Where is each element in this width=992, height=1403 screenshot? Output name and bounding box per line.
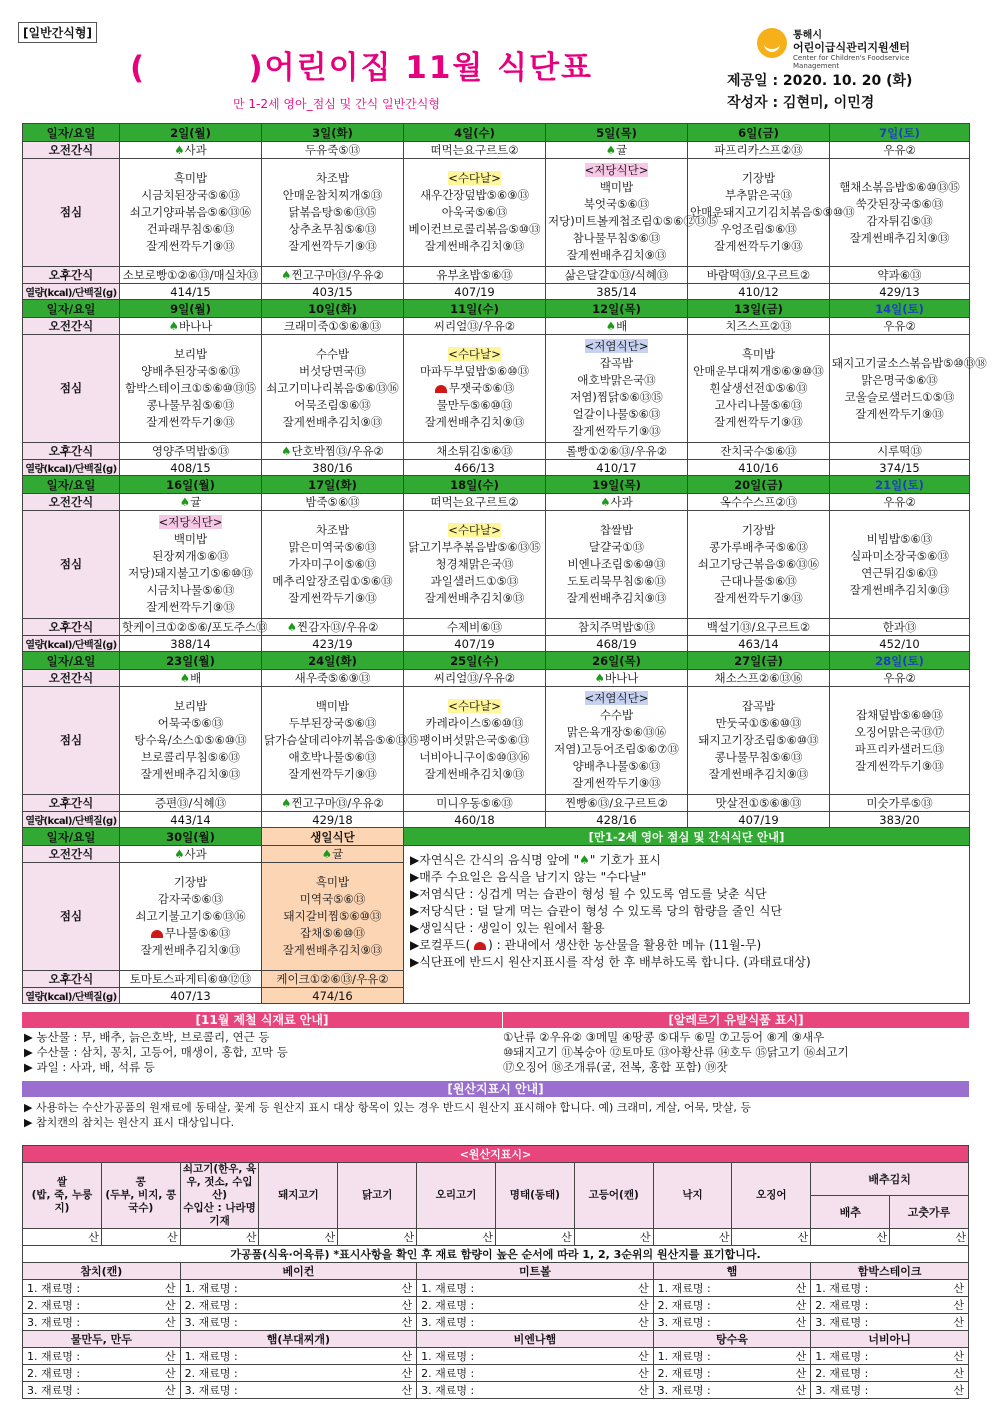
kcal-protein: 460/18 — [404, 812, 546, 828]
lunch-menu: 기장밥 콩가루배추국⑤⑥⑬ 쇠고기당근볶음⑤⑥⑬⑯ 근대나물⑤⑥⑬ 잘게썬깍두기⑨⑬ — [688, 511, 830, 619]
pm-snack: 맛살전①⑤⑥⑧⑬ — [688, 795, 830, 812]
kcal-protein: 388/14 — [120, 636, 262, 652]
kcal-protein: 403/15 — [262, 284, 404, 300]
menu-type-tag: [일반간식형] — [18, 22, 97, 43]
am-snack: 우유② — [830, 670, 970, 687]
kcal-protein: 423/19 — [262, 636, 404, 652]
pm-snack: ♠찐감자⑬/우유② — [262, 619, 404, 636]
lunch-menu: 차조밥 맑은미역국⑤⑥⑬ 가자미구이⑤⑥⑬ 메추리알장조림①⑤⑥⑬ 잘게썬깍두기⑨⑬ — [262, 511, 404, 619]
clover-icon: ♠ — [600, 495, 611, 509]
clover-icon: ♠ — [594, 671, 605, 685]
allergy-title: [알레르기 유발식품 표시] — [503, 1012, 969, 1028]
am-snack: ♠바나나 — [120, 318, 262, 335]
am-snack: 두유죽⑤⑬ — [262, 142, 404, 159]
day-header: 20일(금) — [688, 476, 830, 494]
notice-title: [만1-2세 영아 점심 및 간식식단 안내] — [404, 828, 970, 846]
clover-icon: ♠ — [281, 796, 292, 810]
lunch-menu: 기장밥 감자국⑤⑥⑬ 쇠고기불고기⑤⑥⑬⑯ 무나물⑤⑥⑬ 잘게썬배추김치⑨⑬ — [120, 863, 262, 971]
day-header: 12일(목) — [546, 300, 688, 318]
am-snack: ♠배 — [120, 670, 262, 687]
am-snack: 우유② — [830, 318, 970, 335]
am-snack: 씨리얼⑬/우유② — [404, 670, 546, 687]
am-snack: 우유② — [830, 142, 970, 159]
am-snack: 밤죽⑤⑥⑬ — [262, 494, 404, 511]
lunch-menu: <저당식단> 백미밥 북엇국⑤⑥⑬ 저당)미트볼케첩조림①⑤⑥⑫⑬⑮ 참나물무침⑤⑥⑬ 잘게썬배추김치⑨⑬ — [546, 159, 688, 267]
pm-snack: 삶은달걀①⑬/식혜⑬ — [546, 267, 688, 284]
pm-snack: 찐빵⑥⑬/요구르트② — [546, 795, 688, 812]
am-snack: 채소스프②⑥⑬⑯ — [688, 670, 830, 687]
day-header: 23일(월) — [120, 652, 262, 670]
processed-note: 가공품(식육·어육류) *표시사항을 확인 후 재료 함량이 높은 순서에 따라 1, 2, 3순위의 원산지를 표기합니다. — [23, 1246, 969, 1263]
day-header: 21일(토) — [830, 476, 970, 494]
day-header: 18일(수) — [404, 476, 546, 494]
pm-snack: 바람떡⑬/요구르트② — [688, 267, 830, 284]
am-snack: 파프리카스프②⑬ — [688, 142, 830, 159]
kcal-protein: 463/14 — [688, 636, 830, 652]
am-snack: 크래미죽①⑤⑥⑧⑬ — [262, 318, 404, 335]
date-label: 일자/요일 — [23, 124, 120, 142]
origin-notice-title: [원산지표시 안내] — [22, 1081, 969, 1097]
page-title: ( )어린이집 11월 식단표 — [130, 50, 593, 86]
pm-snack: 유부초밥⑤⑥⑬ — [404, 267, 546, 284]
am-snack: ♠사과 — [546, 494, 688, 511]
kcal-protein: 429/18 — [262, 812, 404, 828]
kcal-protein: 374/15 — [830, 460, 970, 476]
lunch-menu: 보리밥 어묵국⑤⑥⑬ 탕수육/소스①⑤⑥⑩⑬ 브로콜리무침⑤⑥⑬ 잘게썬배추김치⑨⑬ — [120, 687, 262, 795]
seasonal-title: [11월 제철 식재료 안내] — [22, 1012, 502, 1028]
day-header: 24일(화) — [262, 652, 404, 670]
kcal-protein: 414/15 — [120, 284, 262, 300]
am-snack: 치즈스프②⑬ — [688, 318, 830, 335]
lunch-menu: 찹쌀밥 달걀국①⑬ 비엔나조림⑤⑥⑩⑬ 도토리묵무침⑤⑥⑬ 잘게썬배추김치⑨⑬ — [546, 511, 688, 619]
local-food-icon — [435, 385, 447, 393]
am-snack: ♠사과 — [120, 142, 262, 159]
pm-snack: 미숫가루⑤⑬ — [830, 795, 970, 812]
kcal-protein: 429/13 — [830, 284, 970, 300]
day-header: 7일(토) — [830, 124, 970, 142]
clover-icon: ♠ — [605, 319, 617, 333]
day-header: 3일(화) — [262, 124, 404, 142]
lunch-menu: 보리밥 양배추된장국⑤⑥⑬ 함박스테이크①⑤⑥⑩⑬⑮ 콩나물무침⑤⑥⑬ 잘게썬깍두기⑨⑬ — [120, 335, 262, 443]
clover-icon: ♠ — [286, 620, 298, 634]
logo-name: 어린이급식관리지원센터 — [793, 41, 910, 54]
kcal-protein: 383/20 — [830, 812, 970, 828]
lunch-menu: <저염식단> 잡곡밥 애호박맑은국⑬ 저염)찜닭⑤⑥⑬⑮ 얼갈이나물⑤⑥⑬ 잘게썬깍두기⑨⑬ — [546, 335, 688, 443]
day-header: 17일(화) — [262, 476, 404, 494]
lunch-menu: <수다날> 새우간장덮밥⑤⑥⑨⑬ 아욱국⑤⑥⑬ 베이컨브로콜리볶음⑤⑩⑬ 잘게썬배추김치⑨⑬ — [404, 159, 546, 267]
clover-icon: ♠ — [174, 143, 185, 157]
kcal-protein: 407/19 — [688, 812, 830, 828]
day-header: 2일(월) — [120, 124, 262, 142]
am-snack: 옥수수스프②⑬ — [688, 494, 830, 511]
page-subtitle: 만 1-2세 영아_점심 및 간식 일반간식형 — [233, 97, 440, 111]
pm-snack: 수제비⑥⑬ — [404, 619, 546, 636]
pm-snack: 채소튀김⑤⑥⑬ — [404, 443, 546, 460]
author: 작성자 : 김현미, 이민경 — [727, 95, 875, 111]
day-header: 9일(월) — [120, 300, 262, 318]
day-header: 25일(수) — [404, 652, 546, 670]
date-label: 일자/요일 — [23, 476, 120, 494]
local-food-icon — [151, 930, 163, 938]
pm-snack: 미니우동⑤⑥⑬ — [404, 795, 546, 812]
notice-list: ▶자연식은 간식의 음식명 앞에 "♠" 기호가 표시 ▶매주 수요일은 음식을 남기지 않는 "수다날" ▶저염식단 : 싱겁게 먹는 습관이 형성 될 수 있도록 염도를 낮춘 식단 ▶저당식단 : 덜 달게 먹는 습관이 형성 수 있도록 당의 함량을 줄인 식단 ▶생일식단 : 생일이 있는 원에서 활용 ▶로컬푸드( ) : 관내에서 생산한 농산물을 활용한 메뉴 (11월-무) ▶식단표에 반드시 원산지표시를 작성 한 후 배부하도록 합니다. (과태료대상) — [404, 846, 970, 1004]
lunch-menu: 돼지고기굴소스볶음밥⑤⑩⑬⑱ 맑은명국⑤⑥⑬ 코울슬로샐러드①⑤⑬ 잘게썬깍두기⑨⑬ — [830, 335, 970, 443]
kcal-protein: 385/14 — [546, 284, 688, 300]
lunch-menu: <수다날> 카레라이스⑤⑥⑩⑬ 팽이버섯맑은국⑤⑥⑬ 너비아니구이⑤⑩⑬⑯ 잘게썬배추김치⑨⑬ — [404, 687, 546, 795]
pm-snack: 롤빵①②⑥⑬/우유② — [546, 443, 688, 460]
kcal-protein: 452/10 — [830, 636, 970, 652]
kcal-protein: 410/17 — [546, 460, 688, 476]
pm-snack: 소보로빵①②⑥⑬/매실차⑬ — [120, 267, 262, 284]
kcal-protein: 466/13 — [404, 460, 546, 476]
am-snack: 떠먹는요구르트② — [404, 494, 546, 511]
logo-english: Center for Children's Foodservice Management — [793, 54, 910, 70]
pm-snack: 증편⑬/식혜⑬ — [120, 795, 262, 812]
date-label: 일자/요일 — [23, 652, 120, 670]
origin-title: <원산지표시> — [23, 1146, 969, 1163]
day-header: 4일(수) — [404, 124, 546, 142]
menu-table: 일자/요일 2일(월) 3일(화) 4일(수) 5일(목) 6일(금) 7일(토) 오전간식 ♠사과 두유죽⑤⑬ 떠먹는요구르트② ♠귤 파프리카스프②⑬ 우유② 점심 흑미밥 시금치된장국⑤⑥⑬ 쇠고기양파볶음⑤⑥⑬⑯ 건파래무침⑤⑥⑬ 잘게썬깍두기⑨⑬ 차조밥 안매운참치찌개⑤⑬ 닭볶음탕⑤⑥⑬⑮ 상추초무침⑤⑥⑬ 잘게썬깍두기⑨⑬ <수다날> 새우간장덮밥⑤⑥⑨⑬ 아욱국⑤⑥⑬ 베이컨브로콜리볶음⑤⑩⑬ 잘게썬배추김치⑨⑬ <저당식단> 백미밥 북엇국⑤⑥⑬ 저당)미트볼케첩조림①⑤⑥⑫⑬⑮ 참나물무침⑤⑥⑬ 잘게썬배추김치⑨⑬ 기장밥 부추맑은국⑬ 안매운돼지고기김치볶음⑤⑨⑩⑬ 우엉조림⑤⑥⑬ 잘게썬깍두기⑨⑬ 햄채소볶음밥⑤⑥⑩⑬⑮ 쑥갓된장국⑤⑥⑬ 감자튀김⑤⑬ 잘게썬배추김치⑨⑬ 오후간식 소보로빵①②⑥⑬/매실차⑬ ♠찐고구마⑬/우유② 유부초밥⑤⑥⑬ 삶은달걀①⑬/식혜⑬ 바람떡⑬/요구르트② 약과⑥⑬ 열량(kcal)/단백질(g) 414/15 403/15 407/19 385/14 410/12 429/13 일자/요일 9일(월) 10일(화) 11일(수) 12일(목) 13일(금) 14일(토) 오전간식 ♠바나나 크래미죽①⑤⑥⑧⑬ 씨리얼⑬/우유② ♠배 치즈스프②⑬ 우유② 점심 보리밥 양배추된장국⑤⑥⑬ 함박스테이크①⑤⑥⑩⑬⑮ 콩나물무침⑤⑥⑬ 잘게썬깍두기⑨⑬ 수수밥 버섯당면국⑬ 쇠고기미나리볶음⑤⑥⑬⑯ 어묵조림⑤⑥⑬ 잘게썬배추김치⑨⑬ <수다날> 마파두부덮밥⑤⑥⑩⑬ 무잿국⑤⑥⑬ 물만두⑤⑥⑩⑬ 잘게썬배추김치⑨⑬ <저염식단> 잡곡밥 애호박맑은국⑬ 저염)찜닭⑤⑥⑬⑮ 얼갈이나물⑤⑥⑬ 잘게썬깍두기⑨⑬ 흑미밥 안매운부대찌개⑤⑥⑨⑩⑬ 흰살생선전①⑤⑥⑬ 고사리나물⑤⑥⑬ 잘게썬깍두기⑨⑬ 돼지고기굴소스볶음밥⑤⑩⑬⑱ 맑은명국⑤⑥⑬ 코울슬로샐러드①⑤⑬ 잘게썬깍두기⑨⑬ 오후간식 영양주먹밥⑤⑬ ♠단호박찜⑬/우유② 채소튀김⑤⑥⑬ 롤빵①②⑥⑬/우유② 잔치국수⑤⑥⑬ 시루떡⑬ 열량(kcal)/단백질(g) 408/15 380/16 466/13 410/17 410/16 374/15 일자/요일 16일(월) 17일(화) 18일(수) 19일(목) 20일(금) 21일(토) 오전간식 ♠귤 밤죽⑤⑥⑬ 떠먹는요구르트② ♠사과 옥수수스프②⑬ 우유② 점심 <저당식단> 백미밥 된장찌개⑤⑥⑬ 저당)돼지불고기⑤⑥⑩⑬ 시금치나물⑤⑥⑬ 잘게썬깍두기⑨⑬ 차조밥 맑은미역국⑤⑥⑬ 가자미구이⑤⑥⑬ 메추리알장조림①⑤⑥⑬ 잘게썬깍두기⑨⑬ <수다날> 닭고기부추볶음밥⑤⑥⑬⑮ 청경채맑은국⑬ 과일샐러드①⑤⑬ 잘게썬배추김치⑨⑬ 찹쌀밥 달걀국①⑬ 비엔나조림⑤⑥⑩⑬ 도토리묵무침⑤⑥⑬ 잘게썬배추김치⑨⑬ 기장밥 콩가루배추국⑤⑥⑬ 쇠고기당근볶음⑤⑥⑬⑯ 근대나물⑤⑥⑬ 잘게썬깍두기⑨⑬ 비빔밥⑤⑥⑬ 실파미소장국⑤⑥⑬ 연근튀김⑤⑥⑬ 잘게썬배추김치⑨⑬ 오후간식 핫케이크①②⑤⑥/포도주스⑬ ♠찐감자⑬/우유② 수제비⑥⑬ 참치주먹밥⑤⑬ 백설기⑬/요구르트② 한과⑬ 열량(kcal)/단백질(g) 388/14 423/19 407/19 468/19 463/14 452/10 일자/요일 23일(월) 24일(화) 25일(수) 26일(목) 27일(금) 28일(토) 오전간식 ♠배 새우죽⑤⑥⑨⑬ 씨리얼⑬/우유② ♠바나나 채소스프②⑥⑬⑯ 우유② 점심 보리밥 어묵국⑤⑥⑬ 탕수육/소스①⑤⑥⑩⑬ 브로콜리무침⑤⑥⑬ 잘게썬배추김치⑨⑬ 백미밥 두부된장국⑤⑥⑬ 닭가슴살데리야끼볶음⑤⑥⑬⑮ 애호박나물⑤⑥⑬ 잘게썬깍두기⑨⑬ <수다날> 카레라이스⑤⑥⑩⑬ 팽이버섯맑은국⑤⑥⑬ 너비아니구이⑤⑩⑬⑯ 잘게썬배추김치⑨⑬ <저염식단> 수수밥 맑은육개장⑤⑥⑬⑯ 저염)고등어조림⑤⑥⑦⑬ 양배추나물⑤⑥⑬ 잘게썬깍두기⑨⑬ 잡곡밥 만둣국①⑤⑥⑩⑬ 돼지고기장조림⑤⑥⑩⑬ 콩나물무침⑤⑥⑬ 잘게썬배추김치⑨⑬ 잡채덮밥⑤⑥⑩⑬ 오징어맑은국⑬⑰ 파프리카샐러드⑬ 잘게썬깍두기⑨⑬ 오후간식 증편⑬/식혜⑬ ♠찐고구마⑬/우유② 미니우동⑤⑥⑬ 찐빵⑥⑬/요구르트② 맛살전①⑤⑥⑧⑬ 미숫가루⑤⑬ 열량(kcal)/단백질(g) 443/14 429/18 460/18 428/16 407/19 383/20 일자/요일 30일(월) 생일식단 [만1-2세 영아 점심 및 간식식단 안내] 오전간식 ♠사과 ♠귤 ▶자연식은 간식의 음식명 앞에 "♠" 기호가 표시 ▶매주 수요일은 음식을 남기지 않는 "수다날" ▶저염식단 : 싱겁게 먹는 습관이 형성 될 수 있도록 염도를 낮춘 식단 ▶저당식단 : 덜 달게 먹는 습관이 형성 수 있도록 당의 함량을 줄인 식단 ▶생일식단 : 생일이 있는 원에서 활용 ▶로컬푸드( ) : 관내에서 생산한 농산물을 활용한 메뉴 (11월-무) ▶식단표에 반드시 원산지표시를 작성 한 후 배부하도록 합니다. (과태료대상) 점심 기장밥 감자국⑤⑥⑬ 쇠고기불고기⑤⑥⑬⑯ 무나물⑤⑥⑬ 잘게썬배추김치⑨⑬ 흑미밥 미역국⑤⑥⑬ 돼지갈비찜⑤⑥⑩⑬ 잡채⑤⑥⑩⑬ 잘게썬배추김치⑨⑬ 오후간식 토마토스파게티⑥⑩⑫⑬ 케이크①②⑥⑬/우유② 열량(kcal)/단백질(g) 407/13 474/16 — [22, 123, 970, 1004]
provided-date: 제공일 : 2020. 10. 20 (화) — [727, 73, 913, 89]
pm-snack: 영양주먹밥⑤⑬ — [120, 443, 262, 460]
pm-snack: 핫케이크①②⑤⑥/포도주스⑬ — [120, 619, 262, 636]
lunch-menu: <저당식단> 백미밥 된장찌개⑤⑥⑬ 저당)돼지불고기⑤⑥⑩⑬ 시금치나물⑤⑥⑬ 잘게썬깍두기⑨⑬ — [120, 511, 262, 619]
day-header: 14일(토) — [830, 300, 970, 318]
lunch-menu: 차조밥 안매운참치찌개⑤⑬ 닭볶음탕⑤⑥⑬⑮ 상추초무침⑤⑥⑬ 잘게썬깍두기⑨⑬ — [262, 159, 404, 267]
clover-icon: ♠ — [321, 847, 333, 861]
pm-snack: ♠찐고구마⑬/우유② — [262, 795, 404, 812]
am-snack: ♠바나나 — [546, 670, 688, 687]
lunch-menu: 기장밥 부추맑은국⑬ 안매운돼지고기김치볶음⑤⑨⑩⑬ 우엉조림⑤⑥⑬ 잘게썬깍두기⑨⑬ — [688, 159, 830, 267]
day-header: 28일(토) — [830, 652, 970, 670]
allergy-list: ①난류 ②우유② ③메밀 ④땅콩 ⑤대두 ⑥밀 ⑦고등어 ⑧게 ⑨새우 ⑩돼지고기 ⑪복숭아 ⑫토마토 ⑬아황산류 ⑭호두 ⑮닭고기 ⑯쇠고기 ⑰오징어 ⑱조개류(굴, 전복, 홍합 포함) ⑲잣 — [503, 1030, 849, 1074]
am-snack: ♠귤 — [120, 494, 262, 511]
kcal-protein: 407/19 — [404, 284, 546, 300]
local-food-icon — [474, 942, 486, 950]
pm-snack: 한과⑬ — [830, 619, 970, 636]
clover-icon: ♠ — [281, 268, 292, 282]
kcal-protein: 380/16 — [262, 460, 404, 476]
lunch-menu: 흑미밥 안매운부대찌개⑤⑥⑨⑩⑬ 흰살생선전①⑤⑥⑬ 고사리나물⑤⑥⑬ 잘게썬깍두기⑨⑬ — [688, 335, 830, 443]
lunch-menu: 백미밥 두부된장국⑤⑥⑬ 닭가슴살데리야끼볶음⑤⑥⑬⑮ 애호박나물⑤⑥⑬ 잘게썬깍두기⑨⑬ — [262, 687, 404, 795]
clover-icon: ♠ — [174, 847, 185, 861]
day-header: 10일(화) — [262, 300, 404, 318]
day-header: 13일(금) — [688, 300, 830, 318]
pm-snack: 시루떡⑬ — [830, 443, 970, 460]
date-label: 일자/요일 — [23, 300, 120, 318]
pm-snack: ♠단호박찜⑬/우유② — [262, 443, 404, 460]
lunch-menu: 잡채덮밥⑤⑥⑩⑬ 오징어맑은국⑬⑰ 파프리카샐러드⑬ 잘게썬깍두기⑨⑬ — [830, 687, 970, 795]
day-header: 11일(수) — [404, 300, 546, 318]
day-header: 27일(금) — [688, 652, 830, 670]
day-header: 5일(목) — [546, 124, 688, 142]
clover-icon: ♠ — [179, 671, 191, 685]
kcal-protein: 408/15 — [120, 460, 262, 476]
lunch-menu: 수수밥 버섯당면국⑬ 쇠고기미나리볶음⑤⑥⑬⑯ 어묵조림⑤⑥⑬ 잘게썬배추김치⑨⑬ — [262, 335, 404, 443]
logo-city: 통해시 — [793, 30, 822, 41]
kcal-protein: 428/16 — [546, 812, 688, 828]
pm-snack: 참치주먹밥⑤⑬ — [546, 619, 688, 636]
clover-icon: ♠ — [281, 444, 292, 458]
lunch-menu: <수다날> 마파두부덮밥⑤⑥⑩⑬ 무잿국⑤⑥⑬ 물만두⑤⑥⑩⑬ 잘게썬배추김치⑨⑬ — [404, 335, 546, 443]
day-header: 26일(목) — [546, 652, 688, 670]
am-snack: 씨리얼⑬/우유② — [404, 318, 546, 335]
pm-snack: ♠찐고구마⑬/우유② — [262, 267, 404, 284]
pm-snack: 백설기⑬/요구르트② — [688, 619, 830, 636]
origin-table: <원산지표시> 쌀 (밥, 죽, 누룽지) 콩 (두부, 비지, 콩국수) 쇠고기(한우, 육우, 젓소, 수입산) 수입산 : 나라명기재 돼지고기 닭고기 오리고기 명태(동태) 고등어(캔) 낙지 오징어 배추김치 배추 고춧가루 산 산 산 산 산 산 산 산 산 산 산 산 가공품(식육·어육류) *표시사항을 확인 후 재료 함량이 높은 순서에 따라 1, 2, 3순위의 원산지를 표기합니다. 참치(캔) 베이컨 미트볼 햄 함박스테이크 1. 재료명 : 산 1. 재료명 : 산 1. 재료명 : 산 1. 재료명 : 산 1. 재료명 : 산 2. 재료명 : 산 2. 재료명 : 산 2. 재료명 : 산 2. 재료명 : 산 2. 재료명 : 산 3. 재료명 : 산 3. 재료명 : 산 3. 재료명 : 산 3. 재료명 : 산 3. 재료명 : 산 물만두, 만두 햄(부대찌개) 비엔나햄 탕수육 너비아니 1. 재료명 : 산 1. 재료명 : 산 1. 재료명 : 산 1. 재료명 : 산 1. 재료명 : 산 2. 재료명 : 산 2. 재료명 : 산 2. 재료명 : 산 2. 재료명 : 산 2. 재료명 : 산 3. 재료명 : 산 3. 재료명 : 산 3. 재료명 : 산 3. 재료명 : 산 3. 재료명 : 산 — [22, 1145, 969, 1399]
lunch-menu: 잡곡밥 만둣국①⑤⑥⑩⑬ 돼지고기장조림⑤⑥⑩⑬ 콩나물무침⑤⑥⑬ 잘게썬배추김치⑨⑬ — [688, 687, 830, 795]
day-header: 6일(금) — [688, 124, 830, 142]
lunch-menu: <수다날> 닭고기부추볶음밥⑤⑥⑬⑮ 청경채맑은국⑬ 과일샐러드①⑤⑬ 잘게썬배추김치⑨⑬ — [404, 511, 546, 619]
am-snack: 우유② — [830, 494, 970, 511]
lunch-menu: 흑미밥 미역국⑤⑥⑬ 돼지갈비찜⑤⑥⑩⑬ 잡채⑤⑥⑩⑬ 잘게썬배추김치⑨⑬ — [262, 863, 404, 971]
smile-icon — [757, 28, 787, 58]
kcal-protein: 443/14 — [120, 812, 262, 828]
kcal-protein: 410/12 — [688, 284, 830, 300]
clover-icon: ♠ — [605, 143, 617, 157]
kcal-protein: 468/19 — [546, 636, 688, 652]
seasonal-list: ▶ 농산물 : 무, 배추, 늙은호박, 브로콜리, 연근 등 ▶ 수산물 : 삼치, 꽁치, 고등어, 매생이, 홍합, 꼬막 등 ▶ 과일 : 사과, 배, 석류 등 — [24, 1030, 288, 1074]
pm-snack: 약과⑥⑬ — [830, 267, 970, 284]
lunch-menu: 비빔밥⑤⑥⑬ 실파미소장국⑤⑥⑬ 연근튀김⑤⑥⑬ 잘게썬배추김치⑨⑬ — [830, 511, 970, 619]
am-snack: 새우죽⑤⑥⑨⑬ — [262, 670, 404, 687]
pm-snack: 잔치국수⑤⑥⑬ — [688, 443, 830, 460]
kcal-protein: 407/19 — [404, 636, 546, 652]
origin-notice-text: ▶ 사용하는 수산가공품의 원재료에 동태살, 꽃게 등 원산지 표시 대상 항목이 있는 경우 반드시 원산지 표시해야 합니다. 예) 크래미, 게살, 어묵, 맛살, 등 ▶ 참치캔의 참치는 원산지 표시 대상입니다. — [24, 1101, 751, 1129]
lunch-menu: 흑미밥 시금치된장국⑤⑥⑬ 쇠고기양파볶음⑤⑥⑬⑯ 건파래무침⑤⑥⑬ 잘게썬깍두기⑨⑬ — [120, 159, 262, 267]
lunch-menu: <저염식단> 수수밥 맑은육개장⑤⑥⑬⑯ 저염)고등어조림⑤⑥⑦⑬ 양배추나물⑤⑥⑬ 잘게썬깍두기⑨⑬ — [546, 687, 688, 795]
clover-icon: ♠ — [168, 319, 179, 333]
day-header: 19일(목) — [546, 476, 688, 494]
am-snack: ♠귤 — [546, 142, 688, 159]
am-snack: 떠먹는요구르트② — [404, 142, 546, 159]
am-snack: ♠배 — [546, 318, 688, 335]
lunch-menu: 햄채소볶음밥⑤⑥⑩⑬⑮ 쑥갓된장국⑤⑥⑬ 감자튀김⑤⑬ 잘게썬배추김치⑨⑬ — [830, 159, 970, 267]
center-logo — [757, 26, 957, 70]
kcal-protein: 410/16 — [688, 460, 830, 476]
clover-icon: ♠ — [179, 495, 191, 509]
day-header: 16일(월) — [120, 476, 262, 494]
